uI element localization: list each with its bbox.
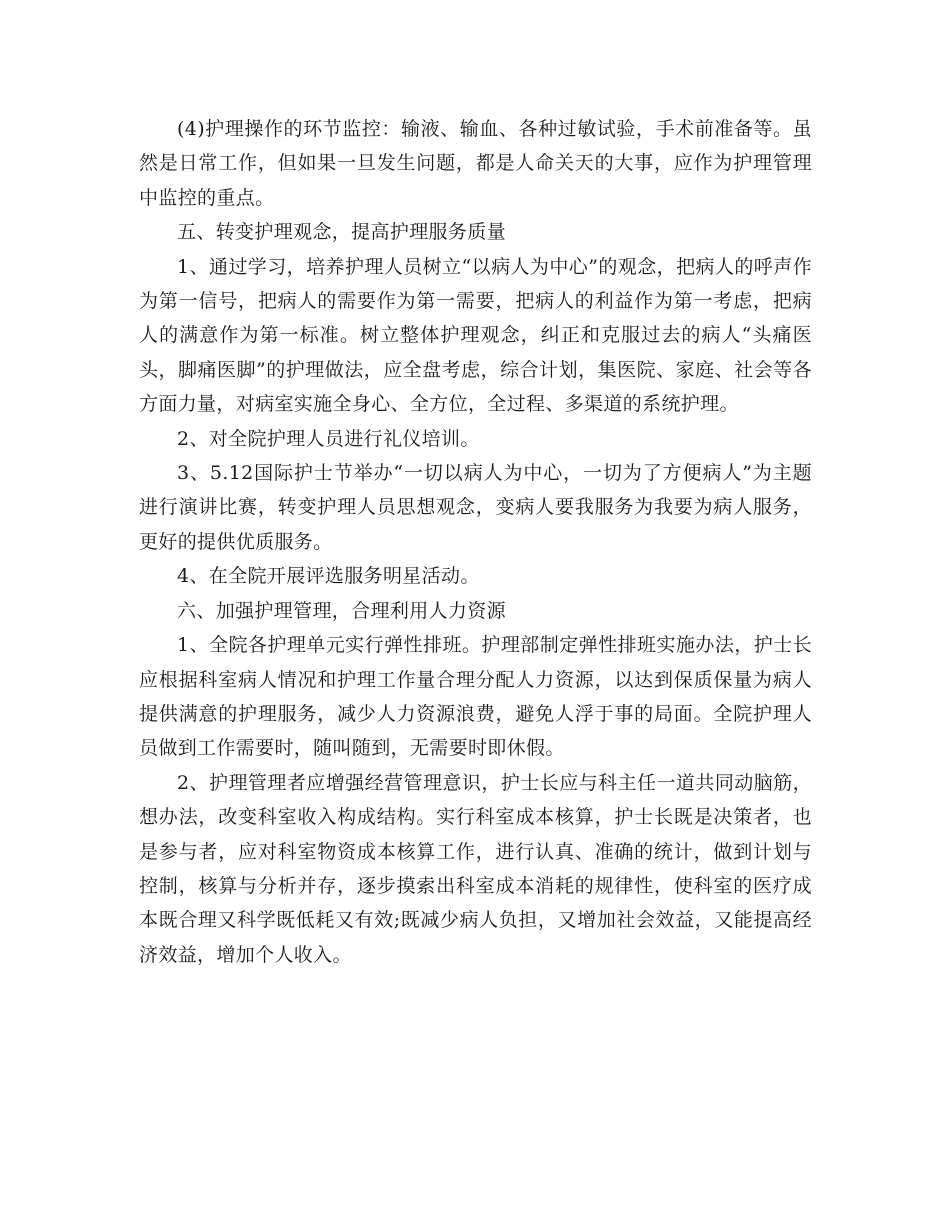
section-heading-6: 六、加强护理管理，合理利用人力资源 (177, 599, 506, 622)
paragraph-monitoring-point-4: (4)护理操作的环节监控：输液、输血、各种过敏试验，手术前准备等。虽然是日常工作，但如果一旦发生问题，都是人命关天的大事，应作为护理管理中监控的重点。 (139, 118, 812, 209)
section-heading-5: 五、转变护理观念，提高护理服务质量 (177, 221, 506, 244)
paragraph-5-2: 2、对全院护理人员进行礼仪培训。 (177, 427, 480, 450)
paragraph-5-1: 1、通过学习，培养护理人员树立“以病人为中心”的观念，把病人的呼声作为第一信号，把病人的需要作为第一需要，把病人的利益作为第一考虑，把病人的满意作为第一标准。树立整体护理观念，纠正和克服过去的病人“头痛医头，脚痛医脚”的护理做法，应全盘考虑，综合计划，集医院、家庭、社会等各方面力量，对病室实施全身心、全方位，全过程、多渠道的系统护理。 (139, 255, 812, 416)
paragraph-5-4: 4、在全院开展评选服务明星活动。 (177, 565, 480, 588)
paragraph-5-3: 3、5.12国际护士节举办“一切以病人为中心，一切为了方便病人”为主题进行演讲比赛，转变护理人员思想观念，变病人要我服务为我要为病人服务，更好的提供优质服务。 (139, 462, 812, 553)
document-page (139, 112, 812, 972)
paragraph-6-1: 1、全院各护理单元实行弹性排班。护理部制定弹性排班实施办法，护士长应根据科室病人情况和护理工作量合理分配人力资源，以达到保质保量为病人提供满意的护理服务，减少人力资源浪费，避免人浮于事的局面。全院护理人员做到工作需要时，随叫随到，无需要时即休假。 (139, 634, 812, 760)
paragraph-6-2: 2、护理管理者应增强经营管理意识，护士长应与科主任一道共同动脑筋，想办法，改变科室收入构成结构。实行科室成本核算，护士长既是决策者，也是参与者，应对科室物资成本核算工作，进行认真、准确的统计，做到计划与控制，核算与分析并存，逐步摸索出科室成本消耗的规律性，使科室的医疗成本既合理又科学既低耗又有效;既减少病人负担，又增加社会效益，又能提高经济效益，增加个人收入。 (139, 771, 812, 966)
